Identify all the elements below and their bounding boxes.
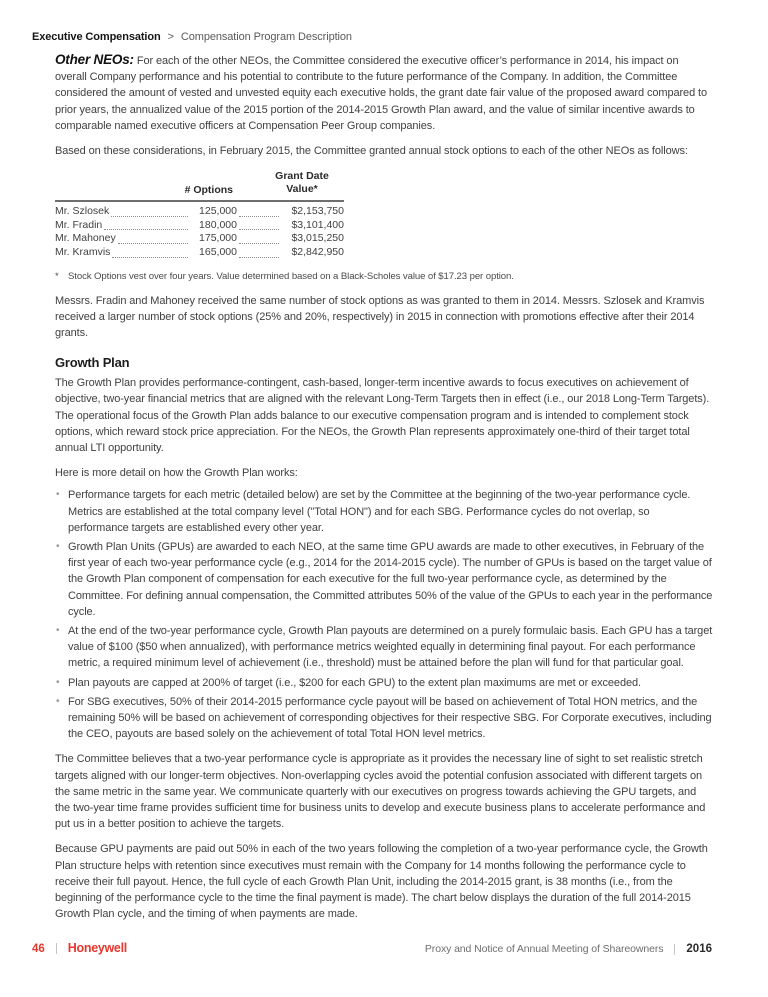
row-name: Mr. Szlosek: [55, 205, 110, 218]
row-value: $3,101,400: [291, 218, 344, 231]
row-options: 175,000: [199, 232, 237, 245]
bullet-item: • Growth Plan Units (GPUs) are awarded to each NEO, at the same time GPU awards are made to other executives, in February of the first year of each two-year performance cycle (e.g., 2014 for the 2014-2015 cycle). The number of GPUs is based on the target value of the Growth Plan component of compensation for each executive for the full two-year performance cycle, as determined by the Committee. For defining annual compensation, the Committed attributes 50% of the value of the GPUs to each year in the performance cycle.: [55, 539, 713, 620]
stock-options-table: [55, 168, 344, 259]
bullet-item: • At the end of the two-year performance cycle, Growth Plan payouts are determined on a purely formulaic basis. Each GPU has a target value of $100 ($50 when annualized), with performance metrics weighted equally in determining final payout. For each performance metric, a required minimum level of achievement (i.e., threshold) must be attained before the plan will fund for that particular goal.: [55, 623, 713, 672]
row-name: Mr. Kramvis: [55, 246, 111, 258]
table-row: [55, 219, 344, 233]
bullet-item: • For SBG executives, 50% of their 2014-2015 performance cycle payout will be based on achievement of Total HON metrics, and the remaining 50% will be based on achievement of corresponding objectives for their respective SBG. For Corporate executives, including the CEO, payouts are based solely on the achievement of total Total HON level metrics.: [55, 694, 713, 743]
dot-leader: [239, 241, 279, 244]
dot-leader: [111, 214, 188, 217]
table-footnote: [55, 270, 713, 283]
row-options: 180,000: [199, 218, 237, 231]
footer-divider: [56, 943, 57, 954]
footnote-marker: *: [55, 270, 59, 282]
table-header-rule: [55, 200, 344, 202]
footer-right: [425, 943, 712, 955]
breadcrumb-subsection: Compensation Program Description: [180, 31, 352, 43]
footer-divider: [674, 944, 675, 955]
dot-leader: [118, 241, 188, 244]
header-grant-date-line2: Value*: [286, 183, 318, 196]
row-options: 165,000: [199, 246, 237, 258]
breadcrumb-section: Executive Compensation: [32, 31, 161, 43]
dot-leader: [239, 214, 279, 217]
row-name: Mr. Fradin: [55, 218, 103, 231]
breadcrumb-separator: >: [167, 31, 174, 43]
row-options: 125,000: [199, 205, 237, 218]
header-grant-date-line1: Grant Date: [275, 170, 329, 183]
footer-year: 2016: [686, 943, 712, 955]
honeywell-logo: Honeywell: [67, 941, 127, 955]
dot-leader: [112, 255, 188, 258]
row-value: $2,153,750: [291, 205, 344, 218]
table-header-row: [55, 168, 344, 198]
growth-plan-paragraph-3: Because GPU payments are paid out 50% in each of the two years following the completion of a two-year performance cycle, the Growth Plan structure helps with retention since executives must remain with the Company for 14 months following the performance cycle to receive their full payout. Hence, the full cycle of each Growth Plan Unit, including the 2014-2015 grant, is 38 months (i.e., from the beginning of the performance cycle to the time the final payment is made). The chart below displays the duration of the full 2014-2015 Growth Plan cycle, and the timing of when payments are made.: [55, 843, 708, 921]
table-row: [55, 232, 344, 246]
intro-paragraph: [55, 52, 713, 134]
column-header-grant-date-value: [260, 170, 344, 196]
messrs-paragraph: Messrs. Fradin and Mahoney received the same number of stock options as was granted to them in 2014. Messrs. Szlosek and Kramvis received a larger number of stock options (25% and 20%, respectively) in 2015 in connection with promotions effective after their 2014 grants.: [55, 294, 705, 339]
dot-leader: [104, 227, 188, 230]
dot-leader: [239, 227, 279, 230]
row-value: $3,015,250: [291, 232, 344, 245]
row-value: $2,842,950: [291, 246, 344, 258]
table-row: [55, 205, 344, 219]
footnote-text: Stock Options vest over four years. Value determined based on a Black-Scholes value of $17.23 per option.: [68, 270, 514, 282]
growth-plan-paragraph-2: The Committee believes that a two-year performance cycle is appropriate as it provides the necessary line of sight to set realistic stretch targets aligned with our longer-term objectives. Non-overlapping cycles avoid the potential confusion associated with different targets on the same metric in the same year. We communicate quarterly with our executives on progress towards achieving the GPU targets, and the two-year time frame provides sufficient time for business units to develop and execute business plans to accelerate performance and put us in a better position to achieve the targets.: [55, 753, 706, 831]
row-name: Mr. Mahoney: [55, 232, 116, 245]
breadcrumb: [32, 31, 352, 43]
table-row: [55, 246, 344, 260]
dot-leader: [239, 255, 279, 258]
based-on-paragraph: Based on these considerations, in February 2015, the Committee granted annual stock options to each of the other NEOs as follows:: [55, 145, 688, 158]
bullet-item: • Plan payouts are capped at 200% of target (i.e., $200 for each GPU) to the extent plan maximums are met or exceeded.: [55, 675, 713, 691]
growth-plan-paragraph-1: The Growth Plan provides performance-contingent, cash-based, longer-term incentive awards to focus executives on achievement of objective, two-year financial metrics that are aligned with the relevant Long-Term Targets then in effect (i.e., our 2018 Long-Term Targets). The operational focus of the Growth Plan adds balance to our executive compensation program and is intended to complement stock options, which reward stock price appreciation. For the NEOs, the Growth Plan represents approximately one-third of their target total annual LTI opportunity.: [55, 377, 710, 455]
intro-text: For each of the other NEOs, the Committee considered the executive officer’s performance in 2014, his impact on overall Company performance and his potential to contribute to the future performance of the Company. In addition, the Committee considered the amount of vested and unvested equity each executive holds, the grant date fair value of the proposed award compared to prior years, the annualized value of the 2015 portion of the 2014-2015 Growth Plan award, and the value of similar incentive awards to comparable named executive officers at Compensation Peer Group companies.: [55, 55, 708, 132]
footer-proxy-text: Proxy and Notice of Annual Meeting of Shareowners: [424, 943, 664, 955]
growth-plan-heading: Growth Plan: [55, 355, 130, 371]
growth-plan-bullet-list: [55, 487, 713, 742]
other-neos-lead: Other NEOs:: [55, 52, 134, 67]
growth-plan-detail-intro: Here is more detail on how the Growth Plan works:: [55, 467, 298, 480]
page-footer: [32, 941, 712, 955]
column-header-options: # Options: [184, 184, 233, 197]
body-column: [55, 52, 713, 932]
footer-left: [32, 941, 127, 955]
page-number: 46: [32, 943, 45, 955]
bullet-item: • Performance targets for each metric (detailed below) are set by the Committee at the beginning of the two-year performance cycle. Metrics are established at the total company level ("Total HON") and for each SBG. Performance cycles do not overlap, so performance targets are established every other year.: [55, 487, 713, 536]
